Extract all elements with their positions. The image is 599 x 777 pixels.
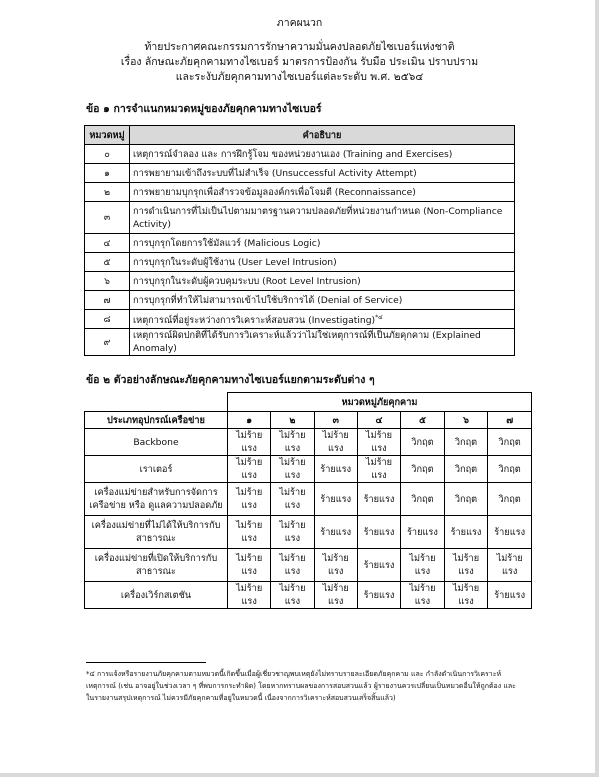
- severity-cell: ไม่ร้ายแรง: [271, 429, 314, 456]
- severity-cell: ไม่ร้ายแรง: [314, 549, 357, 582]
- severity-cell: ไม่ร้ายแรง: [357, 456, 400, 483]
- severity-cell: ไม่ร้ายแรง: [444, 582, 488, 609]
- device-type-header: ประเภทอุปกรณ์เครือข่าย: [85, 412, 228, 429]
- severity-cell: ไม่ร้ายแรง: [401, 582, 445, 609]
- category-number: ๐: [85, 145, 130, 164]
- category-column-header: ๗: [488, 412, 532, 429]
- description-header: คำอธิบาย: [130, 126, 515, 145]
- severity-cell: ร้ายแรง: [314, 516, 357, 549]
- announcement-title: ท้ายประกาศคณะกรรมการรักษาความมั่นคงปลอดภัยไซเบอร์แห่งชาติ: [144, 41, 455, 53]
- category-number: ๕: [85, 253, 130, 272]
- category-description: การบุกรุกที่ทำให้ไม่สามารถเข้าไปใช้บริการได้ (Denial of Service): [130, 291, 515, 310]
- category-table: [84, 125, 515, 356]
- category-number: ๑: [85, 164, 130, 183]
- device-type-cell: เครื่องแม่ข่ายที่ไม่ได้ให้บริการกับสาธารณะ: [85, 516, 228, 549]
- device-type-cell: เครื่องเวิร์กสเตชัน: [85, 582, 228, 609]
- severity-cell: ไม่ร้ายแรง: [271, 483, 314, 516]
- category-column-header: ๓: [314, 412, 357, 429]
- category-header: หมวดหมู่: [85, 126, 130, 145]
- severity-cell: ไม่ร้ายแรง: [271, 516, 314, 549]
- severity-cell: ไม่ร้ายแรง: [401, 549, 445, 582]
- severity-cell: วิกฤต: [401, 429, 445, 456]
- footnote-text: *๔ การแจ้งหรือรายงานภัยคุกคามตามหมวดนี้เกิดขึ้นเมื่อผู้เชี่ยวชาญพบเหตุยังไม่ทราบรายละเอียดภัยคุกคาม และ กำลังดำเนินการวิเคราะห์เหตุการณ์ (เช่น อาจอยู่ในช่วงเวลา ๆ ที่พบการกระทำผิด) โดยหากทราบผลของการสอบสวนแล้ว ผู้รายงานควรเปลี่ยนเป็นหมวดอื่นให้ถูกต้อง และ ในรายงานสรุปเหตุการณ์ ไม่ควรมีภัยคุกคามที่อยู่ในหมวดนี้ เนื่องจากการวิเคราะห์สอบสวนเสร็จสิ้นแล้ว): [86, 670, 516, 702]
- severity-cell: ไม่ร้ายแรง: [228, 483, 271, 516]
- category-column-header: ๖: [444, 412, 488, 429]
- table-row: [85, 582, 532, 609]
- severity-cell: วิกฤต: [444, 483, 488, 516]
- device-type-cell: เครื่องแม่ข่ายที่เปิดให้บริการกับสาธารณะ: [85, 549, 228, 582]
- severity-cell: ร้ายแรง: [357, 549, 400, 582]
- table-row: [85, 516, 532, 549]
- severity-cell: วิกฤต: [401, 483, 445, 516]
- severity-cell: ไม่ร้ายแรง: [271, 549, 314, 582]
- category-description: การพยายามบุกรุกเพื่อสำรวจข้อมูลองค์กรเพื่อโจมตี (Reconnaissance): [130, 183, 515, 202]
- category-description: เหตุการณ์จำลอง และ การฝึกรู้โจม ของหน่วยงานเอง (Training and Exercises): [130, 145, 515, 164]
- severity-cell: ร้ายแรง: [314, 483, 357, 516]
- category-column-header: ๕: [401, 412, 445, 429]
- category-number: ๘: [85, 310, 130, 329]
- severity-cell: ไม่ร้ายแรง: [228, 582, 271, 609]
- category-column-header: ๔: [357, 412, 400, 429]
- severity-cell: ร้ายแรง: [488, 582, 532, 609]
- severity-cell: ไม่ร้ายแรง: [228, 549, 271, 582]
- severity-cell: ไม่ร้ายแรง: [488, 549, 532, 582]
- category-description: เหตุการณ์ผิดปกติที่ได้รับการวิเคราะห์แล้วว่าไม่ใช่เหตุการณ์ที่เป็นภัยคุกคาม (Explained Anomaly): [130, 329, 515, 356]
- severity-cell: ไม่ร้ายแรง: [228, 429, 271, 456]
- footnote-divider: [86, 662, 206, 663]
- category-number: ๙: [85, 329, 130, 356]
- footnote-mark: *๔: [375, 313, 383, 321]
- blank-header-cell: [85, 393, 228, 412]
- category-description: การบุกรุกในระดับผู้ควบคุมระบบ (Root Level Intrusion): [130, 272, 515, 291]
- device-type-cell: Backbone: [85, 429, 228, 456]
- severity-cell: ไม่ร้ายแรง: [357, 429, 400, 456]
- severity-cell: ร้ายแรง: [357, 582, 400, 609]
- severity-cell: ไม่ร้ายแรง: [314, 429, 357, 456]
- category-column-header: ๑: [228, 412, 271, 429]
- category-description: การบุกรุกโดยการใช้มัลแวร์ (Malicious Logic): [130, 234, 515, 253]
- severity-cell: ร้ายแรง: [488, 516, 532, 549]
- severity-cell: วิกฤต: [488, 456, 532, 483]
- table-row: [85, 549, 532, 582]
- severity-cell: วิกฤต: [444, 429, 488, 456]
- category-column-header: ๒: [271, 412, 314, 429]
- category-number: ๔: [85, 234, 130, 253]
- annex-title: ภาคผนวก: [276, 17, 323, 29]
- category-number: ๗: [85, 291, 130, 310]
- category-number: ๓: [85, 202, 130, 234]
- severity-cell: ร้ายแรง: [357, 516, 400, 549]
- severity-cell: ร้ายแรง: [444, 516, 488, 549]
- severity-cell: ไม่ร้ายแรง: [444, 549, 488, 582]
- severity-cell: วิกฤต: [488, 429, 532, 456]
- severity-cell: ไม่ร้ายแรง: [271, 456, 314, 483]
- category-description-text: เหตุการณ์ที่อยู่ระหว่างการวิเคราะห์สอบสวน (Investigating): [133, 315, 376, 327]
- section1-heading: ข้อ ๑ การจำแนกหมวดหมู่ของภัยคุกคามทางไซเบอร์: [86, 103, 322, 115]
- category-description: การดำเนินการที่ไม่เป็นไปตามมาตรฐานความปลอดภัยที่หน่วยงานกำหนด (Non-Compliance Activity): [130, 202, 515, 234]
- severity-cell: ร้ายแรง: [357, 483, 400, 516]
- severity-cell: ไม่ร้ายแรง: [228, 516, 271, 549]
- severity-cell: ไม่ร้ายแรง: [228, 456, 271, 483]
- device-type-cell: เราเตอร์: [85, 456, 228, 483]
- section2-heading: ข้อ ๒ ตัวอย่างลักษณะภัยคุกคามทางไซเบอร์แยกตามระดับต่าง ๆ: [86, 374, 375, 386]
- category-number: ๖: [85, 272, 130, 291]
- table-row: [85, 429, 532, 456]
- category-description: การบุกรุกในระดับผู้ใช้งาน (User Level Intrusion): [130, 253, 515, 272]
- severity-cell: ร้ายแรง: [401, 516, 445, 549]
- severity-cell: ไม่ร้ายแรง: [314, 582, 357, 609]
- category-number: ๒: [85, 183, 130, 202]
- category-description: การพยายามเข้าถึงระบบที่ไม่สำเร็จ (Unsuccessful Activity Attempt): [130, 164, 515, 183]
- severity-table: [84, 392, 532, 609]
- category-group-header: หมวดหมู่ภัยคุกคาม: [228, 393, 532, 412]
- device-type-cell: เครื่องแม่ข่ายสำหรับการจัดการเครือข่าย หรือ ดูแลความปลอดภัย: [85, 483, 228, 516]
- table-row: [85, 456, 532, 483]
- severity-cell: วิกฤต: [488, 483, 532, 516]
- table-row: [85, 483, 532, 516]
- announcement-subject-cont: และระงับภัยคุกคามทางไซเบอร์แต่ละระดับ พ.ศ. ๒๕๖๔: [175, 71, 424, 83]
- announcement-subject: เรื่อง ลักษณะภัยคุกคามทางไซเบอร์ มาตรการป้องกัน รับมือ ประเมิน ปราบปราม: [120, 56, 479, 68]
- category-description: [130, 310, 515, 329]
- severity-cell: ไม่ร้ายแรง: [271, 582, 314, 609]
- severity-cell: วิกฤต: [444, 456, 488, 483]
- severity-cell: ร้ายแรง: [314, 456, 357, 483]
- severity-cell: วิกฤต: [401, 456, 445, 483]
